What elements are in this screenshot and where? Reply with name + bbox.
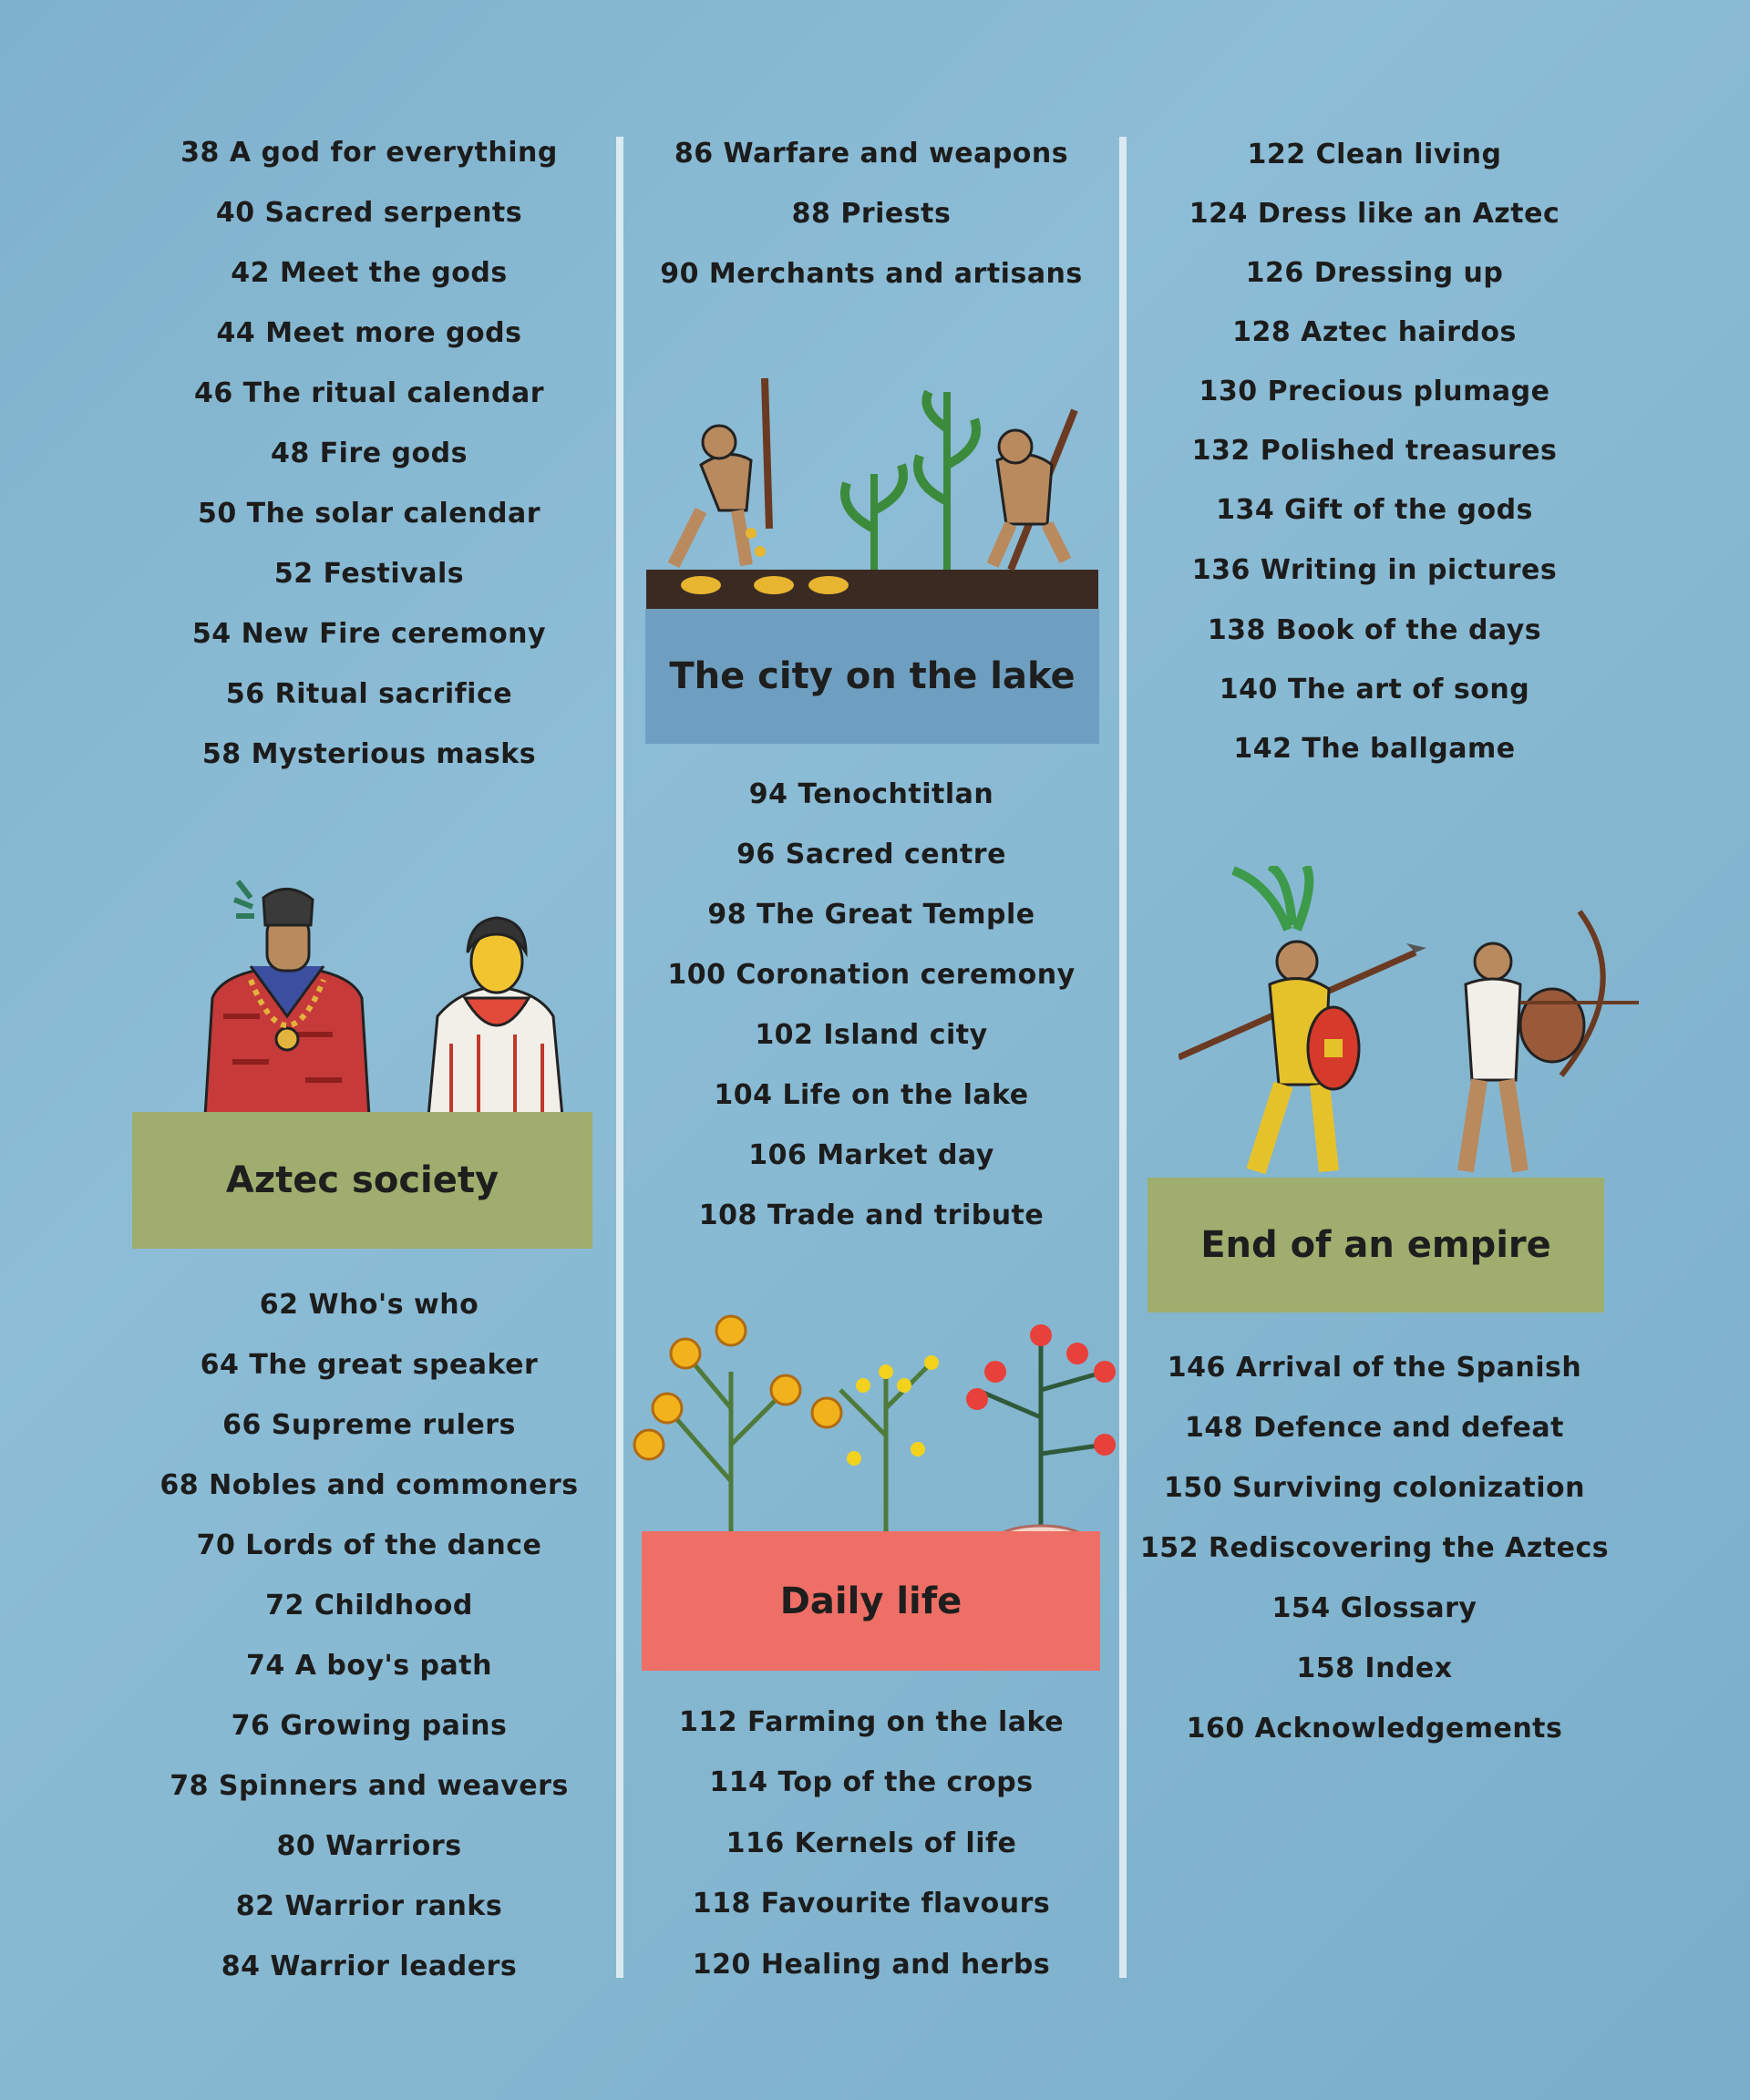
toc-entry[interactable]: 70 Lords of the dance: [196, 1529, 542, 1561]
toc-entry[interactable]: 78 Spinners and weavers: [170, 1770, 569, 1802]
section-title: End of an empire: [1200, 1224, 1551, 1266]
toc-entry[interactable]: 88 Priests: [791, 198, 952, 230]
toc-entry[interactable]: 130 Precious plumage: [1199, 376, 1550, 407]
toc-entry[interactable]: 120 Healing and herbs: [692, 1949, 1051, 1981]
toc-entry[interactable]: 126 Dressing up: [1245, 257, 1504, 289]
toc-entry[interactable]: 52 Festivals: [273, 558, 465, 590]
toc-entry[interactable]: 160 Acknowledgements: [1186, 1713, 1563, 1745]
toc-entry[interactable]: 108 Trade and tribute: [698, 1199, 1045, 1231]
toc-entry[interactable]: 68 Nobles and commoners: [160, 1469, 579, 1501]
toc-entry[interactable]: 152 Rediscovering the Aztecs: [1139, 1532, 1610, 1564]
toc-entry[interactable]: 140 The art of song: [1219, 674, 1530, 705]
toc-entry[interactable]: 90 Merchants and artisans: [660, 258, 1083, 290]
toc-entry[interactable]: 58 Mysterious masks: [201, 738, 537, 770]
aztec-nobles-illustration: [187, 880, 652, 1117]
toc-entry[interactable]: 46 The ritual calendar: [193, 377, 545, 409]
toc-entry[interactable]: 94 Tenochtitlan: [748, 778, 994, 810]
toc-entry[interactable]: 48 Fire gods: [271, 438, 468, 469]
toc-entry[interactable]: 74 A boy's path: [246, 1650, 492, 1682]
toc-entry[interactable]: 98 The Great Temple: [707, 899, 1035, 931]
toc-entry[interactable]: 118 Favourite flavours: [692, 1888, 1051, 1920]
toc-entry[interactable]: 50 The solar calendar: [197, 498, 541, 530]
toc-entry[interactable]: 138 Book of the days: [1207, 614, 1542, 646]
toc-entry[interactable]: 134 Gift of the gods: [1216, 494, 1533, 526]
toc-entry[interactable]: 64 The great speaker: [200, 1349, 539, 1381]
warriors-illustration: [1179, 866, 1643, 1203]
section-title: The city on the lake: [669, 655, 1076, 697]
toc-entry[interactable]: 80 Warriors: [276, 1830, 462, 1862]
toc-entry[interactable]: 142 The ballgame: [1233, 733, 1516, 765]
section-banner-daily-life: [642, 1531, 1100, 1671]
farmers-planting-illustration: [646, 374, 1102, 611]
toc-entry[interactable]: 150 Surviving colonization: [1163, 1472, 1585, 1504]
toc-entry[interactable]: 100 Coronation ceremony: [667, 959, 1076, 991]
toc-entry[interactable]: 96 Sacred centre: [736, 839, 1006, 870]
toc-entry[interactable]: 146 Arrival of the Spanish: [1167, 1352, 1582, 1384]
toc-entry[interactable]: 104 Life on the lake: [714, 1079, 1029, 1111]
toc-entry[interactable]: 56 Ritual sacrifice: [225, 678, 513, 710]
toc-entry[interactable]: 136 Writing in pictures: [1191, 554, 1558, 586]
section-banner-end-of-an-empire: [1148, 1178, 1604, 1312]
toc-entry[interactable]: 148 Defence and defeat: [1185, 1412, 1564, 1444]
toc-entry[interactable]: 86 Warfare and weapons: [674, 138, 1069, 170]
toc-entry[interactable]: 72 Childhood: [265, 1590, 473, 1621]
toc-entry[interactable]: 40 Sacred serpents: [215, 197, 523, 229]
toc-entry[interactable]: 44 Meet more gods: [216, 317, 522, 349]
toc-entry[interactable]: 62 Who's who: [259, 1289, 479, 1321]
toc-entry[interactable]: 112 Farming on the lake: [678, 1706, 1065, 1738]
toc-entry[interactable]: 82 Warrior ranks: [235, 1890, 503, 1922]
toc-entry[interactable]: 84 Warrior leaders: [221, 1951, 518, 1982]
toc-entry[interactable]: 54 New Fire ceremony: [191, 618, 547, 650]
column-divider-right: [1119, 137, 1127, 1978]
toc-entry[interactable]: 116 Kernels of life: [726, 1827, 1017, 1859]
section-title: Aztec society: [225, 1159, 499, 1201]
toc-entry[interactable]: 128 Aztec hairdos: [1232, 316, 1517, 348]
toc-entry[interactable]: 38 A god for everything: [180, 137, 558, 169]
toc-entry[interactable]: 132 Polished treasures: [1191, 435, 1558, 467]
toc-entry[interactable]: 66 Supreme rulers: [222, 1409, 516, 1441]
toc-entry[interactable]: 76 Growing pains: [231, 1710, 508, 1742]
toc-entry[interactable]: 154 Glossary: [1271, 1592, 1477, 1624]
toc-entry[interactable]: 42 Meet the gods: [231, 257, 508, 289]
toc-entry[interactable]: 114 Top of the crops: [709, 1766, 1034, 1798]
toc-entry[interactable]: 122 Clean living: [1247, 139, 1502, 170]
section-banner-city-on-the-lake: [645, 609, 1099, 744]
section-banner-aztec-society: [132, 1112, 592, 1249]
toc-entry[interactable]: 158 Index: [1296, 1652, 1453, 1684]
toc-entry[interactable]: 106 Market day: [748, 1139, 994, 1171]
toc-entry[interactable]: 124 Dress like an Aztec: [1189, 198, 1560, 230]
toc-entry[interactable]: 102 Island city: [755, 1019, 988, 1051]
section-title: Daily life: [779, 1580, 962, 1622]
